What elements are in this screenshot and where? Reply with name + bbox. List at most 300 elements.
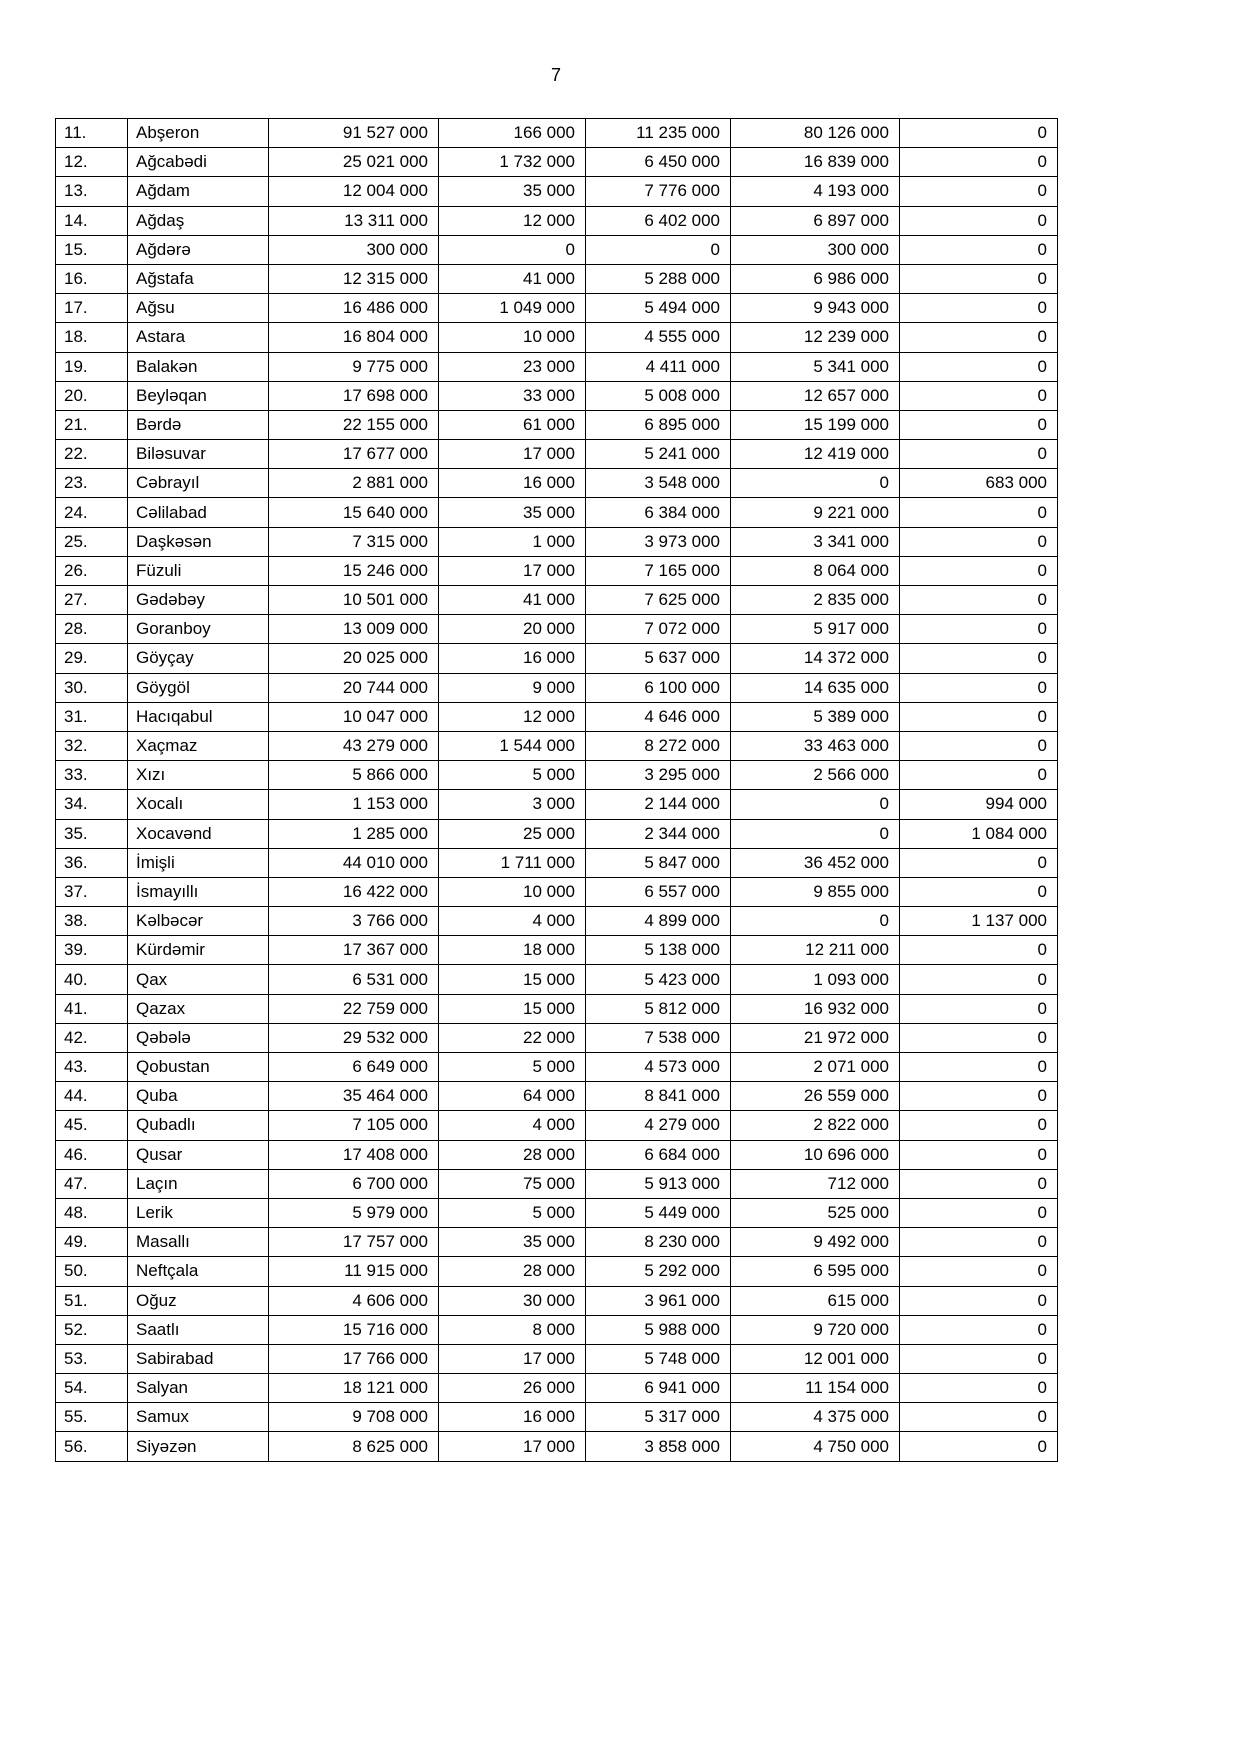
amount-col4-cell: 0	[731, 907, 900, 936]
table-row	[56, 877, 1058, 906]
amount-total-cell: 15 716 000	[269, 1315, 439, 1344]
table-row	[56, 410, 1058, 439]
amount-col5-cell: 0	[900, 1432, 1058, 1461]
row-number-cell: 55.	[56, 1403, 128, 1432]
district-name-cell: Xocalı	[128, 790, 269, 819]
row-number-cell: 19.	[56, 352, 128, 381]
amount-col2-cell: 5 000	[439, 1053, 586, 1082]
amount-col2-cell: 28 000	[439, 1257, 586, 1286]
amount-total-cell: 35 464 000	[269, 1082, 439, 1111]
amount-col3-cell: 3 961 000	[586, 1286, 731, 1315]
amount-col2-cell: 61 000	[439, 410, 586, 439]
district-name-cell: Kürdəmir	[128, 936, 269, 965]
amount-total-cell: 5 866 000	[269, 761, 439, 790]
table-row	[56, 1432, 1058, 1461]
amount-col3-cell: 2 344 000	[586, 819, 731, 848]
district-budget-table	[55, 118, 1058, 1462]
district-name-cell: Qubadlı	[128, 1111, 269, 1140]
page-number: 7	[550, 65, 561, 85]
amount-col5-cell: 0	[900, 148, 1058, 177]
amount-total-cell: 9 708 000	[269, 1403, 439, 1432]
district-name-cell: Daşkəsən	[128, 527, 269, 556]
amount-col5-cell: 0	[900, 1374, 1058, 1403]
amount-col5-cell: 0	[900, 352, 1058, 381]
amount-col5-cell: 0	[900, 615, 1058, 644]
amount-col4-cell: 5 917 000	[731, 615, 900, 644]
table-row	[56, 1053, 1058, 1082]
district-name-cell: Göygöl	[128, 673, 269, 702]
amount-total-cell: 3 766 000	[269, 907, 439, 936]
amount-col2-cell: 9 000	[439, 673, 586, 702]
amount-col3-cell: 6 100 000	[586, 673, 731, 702]
district-name-cell: Qusar	[128, 1140, 269, 1169]
table-row	[56, 1257, 1058, 1286]
amount-col2-cell: 28 000	[439, 1140, 586, 1169]
amount-col5-cell: 0	[900, 1023, 1058, 1052]
district-name-cell: Hacıqabul	[128, 702, 269, 731]
row-number-cell: 43.	[56, 1053, 128, 1082]
table-row	[56, 556, 1058, 585]
amount-total-cell: 20 744 000	[269, 673, 439, 702]
amount-col2-cell: 4 000	[439, 1111, 586, 1140]
amount-col3-cell: 5 008 000	[586, 381, 731, 410]
amount-total-cell: 16 804 000	[269, 323, 439, 352]
amount-col4-cell: 5 389 000	[731, 702, 900, 731]
row-number-cell: 51.	[56, 1286, 128, 1315]
district-name-cell: Abşeron	[128, 119, 269, 148]
row-number-cell: 33.	[56, 761, 128, 790]
amount-total-cell: 4 606 000	[269, 1286, 439, 1315]
amount-total-cell: 6 531 000	[269, 965, 439, 994]
table-row	[56, 1374, 1058, 1403]
amount-col3-cell: 5 988 000	[586, 1315, 731, 1344]
row-number-cell: 31.	[56, 702, 128, 731]
amount-total-cell: 7 105 000	[269, 1111, 439, 1140]
amount-col3-cell: 8 841 000	[586, 1082, 731, 1111]
amount-col3-cell: 6 684 000	[586, 1140, 731, 1169]
amount-col4-cell: 12 657 000	[731, 381, 900, 410]
amount-col5-cell: 0	[900, 1403, 1058, 1432]
row-number-cell: 56.	[56, 1432, 128, 1461]
district-name-cell: Salyan	[128, 1374, 269, 1403]
amount-col3-cell: 3 973 000	[586, 527, 731, 556]
amount-col5-cell: 0	[900, 994, 1058, 1023]
amount-col3-cell: 4 646 000	[586, 702, 731, 731]
amount-col2-cell: 16 000	[439, 1403, 586, 1432]
row-number-cell: 49.	[56, 1228, 128, 1257]
district-name-cell: Qax	[128, 965, 269, 994]
amount-col2-cell: 15 000	[439, 965, 586, 994]
amount-col5-cell: 0	[900, 410, 1058, 439]
amount-col3-cell: 7 538 000	[586, 1023, 731, 1052]
amount-col2-cell: 17 000	[439, 556, 586, 585]
amount-col3-cell: 4 899 000	[586, 907, 731, 936]
district-name-cell: Biləsuvar	[128, 440, 269, 469]
amount-total-cell: 16 422 000	[269, 877, 439, 906]
amount-col3-cell: 5 317 000	[586, 1403, 731, 1432]
table-row	[56, 790, 1058, 819]
amount-col2-cell: 16 000	[439, 644, 586, 673]
table-row	[56, 498, 1058, 527]
district-name-cell: Ağcabədi	[128, 148, 269, 177]
table-row	[56, 848, 1058, 877]
amount-col3-cell: 3 858 000	[586, 1432, 731, 1461]
amount-col3-cell: 5 913 000	[586, 1169, 731, 1198]
amount-total-cell: 9 775 000	[269, 352, 439, 381]
amount-col4-cell: 12 001 000	[731, 1344, 900, 1373]
row-number-cell: 50.	[56, 1257, 128, 1286]
district-name-cell: Gədəbəy	[128, 586, 269, 615]
amount-col4-cell: 12 239 000	[731, 323, 900, 352]
row-number-cell: 12.	[56, 148, 128, 177]
amount-total-cell: 43 279 000	[269, 731, 439, 760]
amount-col5-cell: 0	[900, 1286, 1058, 1315]
row-number-cell: 53.	[56, 1344, 128, 1373]
row-number-cell: 52.	[56, 1315, 128, 1344]
table-row	[56, 1403, 1058, 1432]
amount-col3-cell: 5 241 000	[586, 440, 731, 469]
district-name-cell: Qəbələ	[128, 1023, 269, 1052]
amount-total-cell: 13 311 000	[269, 206, 439, 235]
amount-col2-cell: 15 000	[439, 994, 586, 1023]
amount-col4-cell: 3 341 000	[731, 527, 900, 556]
amount-col5-cell: 0	[900, 848, 1058, 877]
row-number-cell: 34.	[56, 790, 128, 819]
row-number-cell: 18.	[56, 323, 128, 352]
amount-col4-cell: 16 839 000	[731, 148, 900, 177]
row-number-cell: 28.	[56, 615, 128, 644]
amount-total-cell: 12 004 000	[269, 177, 439, 206]
table-row	[56, 673, 1058, 702]
amount-total-cell: 7 315 000	[269, 527, 439, 556]
amount-col3-cell: 7 776 000	[586, 177, 731, 206]
amount-total-cell: 8 625 000	[269, 1432, 439, 1461]
amount-col3-cell: 5 494 000	[586, 294, 731, 323]
amount-col2-cell: 26 000	[439, 1374, 586, 1403]
amount-col3-cell: 4 555 000	[586, 323, 731, 352]
table-row	[56, 1286, 1058, 1315]
amount-col4-cell: 525 000	[731, 1198, 900, 1227]
amount-col4-cell: 9 855 000	[731, 877, 900, 906]
table-row	[56, 586, 1058, 615]
amount-total-cell: 91 527 000	[269, 119, 439, 148]
amount-total-cell: 12 315 000	[269, 264, 439, 293]
row-number-cell: 24.	[56, 498, 128, 527]
table-row	[56, 936, 1058, 965]
amount-col2-cell: 22 000	[439, 1023, 586, 1052]
amount-col2-cell: 12 000	[439, 702, 586, 731]
amount-col5-cell: 0	[900, 644, 1058, 673]
amount-col2-cell: 0	[439, 235, 586, 264]
district-name-cell: Cəbrayıl	[128, 469, 269, 498]
amount-total-cell: 300 000	[269, 235, 439, 264]
amount-col2-cell: 17 000	[439, 1344, 586, 1373]
district-name-cell: Göyçay	[128, 644, 269, 673]
row-number-cell: 37.	[56, 877, 128, 906]
amount-col4-cell: 2 835 000	[731, 586, 900, 615]
row-number-cell: 35.	[56, 819, 128, 848]
amount-col3-cell: 3 548 000	[586, 469, 731, 498]
district-name-cell: Oğuz	[128, 1286, 269, 1315]
table-row	[56, 1111, 1058, 1140]
table-row	[56, 761, 1058, 790]
district-name-cell: Samux	[128, 1403, 269, 1432]
row-number-cell: 26.	[56, 556, 128, 585]
table-row	[56, 965, 1058, 994]
district-name-cell: Ağstafa	[128, 264, 269, 293]
amount-total-cell: 17 367 000	[269, 936, 439, 965]
amount-col4-cell: 12 419 000	[731, 440, 900, 469]
amount-col5-cell: 683 000	[900, 469, 1058, 498]
district-name-cell: Xaçmaz	[128, 731, 269, 760]
amount-col2-cell: 33 000	[439, 381, 586, 410]
amount-total-cell: 44 010 000	[269, 848, 439, 877]
amount-col3-cell: 5 812 000	[586, 994, 731, 1023]
table-row	[56, 264, 1058, 293]
district-name-cell: Lerik	[128, 1198, 269, 1227]
amount-total-cell: 5 979 000	[269, 1198, 439, 1227]
amount-col4-cell: 6 595 000	[731, 1257, 900, 1286]
district-name-cell: Bərdə	[128, 410, 269, 439]
amount-col3-cell: 7 165 000	[586, 556, 731, 585]
amount-col4-cell: 14 635 000	[731, 673, 900, 702]
amount-col2-cell: 23 000	[439, 352, 586, 381]
district-name-cell: Neftçala	[128, 1257, 269, 1286]
amount-col2-cell: 1 732 000	[439, 148, 586, 177]
amount-total-cell: 20 025 000	[269, 644, 439, 673]
amount-col2-cell: 5 000	[439, 761, 586, 790]
amount-total-cell: 22 759 000	[269, 994, 439, 1023]
table-row	[56, 119, 1058, 148]
amount-col4-cell: 0	[731, 469, 900, 498]
amount-col4-cell: 6 986 000	[731, 264, 900, 293]
amount-col2-cell: 17 000	[439, 1432, 586, 1461]
district-name-cell: Xocavənd	[128, 819, 269, 848]
row-number-cell: 38.	[56, 907, 128, 936]
table-row	[56, 1344, 1058, 1373]
amount-col2-cell: 10 000	[439, 323, 586, 352]
table-row	[56, 440, 1058, 469]
amount-col5-cell: 0	[900, 1344, 1058, 1373]
amount-col2-cell: 5 000	[439, 1198, 586, 1227]
amount-total-cell: 22 155 000	[269, 410, 439, 439]
district-name-cell: Beyləqan	[128, 381, 269, 410]
amount-total-cell: 2 881 000	[269, 469, 439, 498]
amount-col5-cell: 0	[900, 1198, 1058, 1227]
amount-col2-cell: 12 000	[439, 206, 586, 235]
amount-col2-cell: 35 000	[439, 177, 586, 206]
amount-col5-cell: 0	[900, 177, 1058, 206]
amount-col5-cell: 0	[900, 877, 1058, 906]
amount-col3-cell: 5 292 000	[586, 1257, 731, 1286]
amount-col4-cell: 16 932 000	[731, 994, 900, 1023]
amount-total-cell: 6 700 000	[269, 1169, 439, 1198]
district-name-cell: Astara	[128, 323, 269, 352]
amount-col4-cell: 9 221 000	[731, 498, 900, 527]
amount-total-cell: 11 915 000	[269, 1257, 439, 1286]
amount-col2-cell: 35 000	[439, 498, 586, 527]
amount-col4-cell: 21 972 000	[731, 1023, 900, 1052]
row-number-cell: 41.	[56, 994, 128, 1023]
amount-col5-cell: 0	[900, 527, 1058, 556]
amount-col5-cell: 0	[900, 1315, 1058, 1344]
table-row	[56, 235, 1058, 264]
district-name-cell: İmişli	[128, 848, 269, 877]
amount-col2-cell: 10 000	[439, 877, 586, 906]
table-row	[56, 381, 1058, 410]
amount-total-cell: 17 757 000	[269, 1228, 439, 1257]
district-name-cell: İsmayıllı	[128, 877, 269, 906]
amount-col2-cell: 17 000	[439, 440, 586, 469]
amount-col4-cell: 11 154 000	[731, 1374, 900, 1403]
table-row	[56, 994, 1058, 1023]
amount-col5-cell: 0	[900, 1082, 1058, 1111]
row-number-cell: 39.	[56, 936, 128, 965]
amount-col4-cell: 15 199 000	[731, 410, 900, 439]
row-number-cell: 30.	[56, 673, 128, 702]
amount-col5-cell: 0	[900, 1053, 1058, 1082]
amount-col3-cell: 5 748 000	[586, 1344, 731, 1373]
amount-col4-cell: 615 000	[731, 1286, 900, 1315]
amount-col4-cell: 8 064 000	[731, 556, 900, 585]
amount-col4-cell: 1 093 000	[731, 965, 900, 994]
table-row	[56, 177, 1058, 206]
table-row	[56, 352, 1058, 381]
district-name-cell: Masallı	[128, 1228, 269, 1257]
row-number-cell: 13.	[56, 177, 128, 206]
amount-col4-cell: 6 897 000	[731, 206, 900, 235]
table-row	[56, 323, 1058, 352]
table-row	[56, 1023, 1058, 1052]
amount-col4-cell: 12 211 000	[731, 936, 900, 965]
amount-col2-cell: 1 711 000	[439, 848, 586, 877]
amount-total-cell: 6 649 000	[269, 1053, 439, 1082]
amount-col4-cell: 712 000	[731, 1169, 900, 1198]
amount-col5-cell: 0	[900, 264, 1058, 293]
amount-col4-cell: 0	[731, 790, 900, 819]
amount-col5-cell: 0	[900, 381, 1058, 410]
table-row	[56, 1082, 1058, 1111]
row-number-cell: 27.	[56, 586, 128, 615]
amount-col3-cell: 4 573 000	[586, 1053, 731, 1082]
amount-col3-cell: 6 450 000	[586, 148, 731, 177]
amount-col2-cell: 1 049 000	[439, 294, 586, 323]
amount-col5-cell: 0	[900, 119, 1058, 148]
table-row	[56, 148, 1058, 177]
amount-total-cell: 17 766 000	[269, 1344, 439, 1373]
amount-col3-cell: 6 895 000	[586, 410, 731, 439]
amount-col4-cell: 4 375 000	[731, 1403, 900, 1432]
amount-col5-cell: 0	[900, 673, 1058, 702]
district-name-cell: Ağsu	[128, 294, 269, 323]
table-row	[56, 907, 1058, 936]
amount-col2-cell: 8 000	[439, 1315, 586, 1344]
amount-col4-cell: 9 720 000	[731, 1315, 900, 1344]
district-name-cell: Siyəzən	[128, 1432, 269, 1461]
amount-total-cell: 16 486 000	[269, 294, 439, 323]
amount-total-cell: 29 532 000	[269, 1023, 439, 1052]
table-row	[56, 644, 1058, 673]
row-number-cell: 20.	[56, 381, 128, 410]
amount-col3-cell: 8 230 000	[586, 1228, 731, 1257]
district-name-cell: Sabirabad	[128, 1344, 269, 1373]
district-name-cell: Cəlilabad	[128, 498, 269, 527]
amount-total-cell: 25 021 000	[269, 148, 439, 177]
row-number-cell: 48.	[56, 1198, 128, 1227]
amount-col5-cell: 1 084 000	[900, 819, 1058, 848]
amount-col3-cell: 4 279 000	[586, 1111, 731, 1140]
amount-col2-cell: 4 000	[439, 907, 586, 936]
row-number-cell: 17.	[56, 294, 128, 323]
amount-col2-cell: 166 000	[439, 119, 586, 148]
row-number-cell: 45.	[56, 1111, 128, 1140]
amount-col5-cell: 0	[900, 235, 1058, 264]
amount-col5-cell: 0	[900, 1140, 1058, 1169]
amount-col5-cell: 0	[900, 1228, 1058, 1257]
table-row	[56, 206, 1058, 235]
amount-col2-cell: 30 000	[439, 1286, 586, 1315]
amount-col3-cell: 5 288 000	[586, 264, 731, 293]
amount-col3-cell: 8 272 000	[586, 731, 731, 760]
amount-col3-cell: 6 402 000	[586, 206, 731, 235]
row-number-cell: 40.	[56, 965, 128, 994]
amount-col4-cell: 9 943 000	[731, 294, 900, 323]
district-name-cell: Saatlı	[128, 1315, 269, 1344]
district-name-cell: Ağdam	[128, 177, 269, 206]
amount-col4-cell: 300 000	[731, 235, 900, 264]
amount-col3-cell: 6 557 000	[586, 877, 731, 906]
district-table-body	[56, 119, 1058, 1462]
amount-total-cell: 17 408 000	[269, 1140, 439, 1169]
amount-col3-cell: 6 941 000	[586, 1374, 731, 1403]
row-number-cell: 11.	[56, 119, 128, 148]
amount-col5-cell: 0	[900, 936, 1058, 965]
amount-col2-cell: 41 000	[439, 264, 586, 293]
amount-col3-cell: 5 138 000	[586, 936, 731, 965]
amount-col5-cell: 0	[900, 586, 1058, 615]
row-number-cell: 44.	[56, 1082, 128, 1111]
amount-col5-cell: 0	[900, 498, 1058, 527]
amount-col5-cell: 0	[900, 1111, 1058, 1140]
amount-col5-cell: 0	[900, 294, 1058, 323]
amount-col4-cell: 80 126 000	[731, 119, 900, 148]
district-name-cell: Goranboy	[128, 615, 269, 644]
row-number-cell: 54.	[56, 1374, 128, 1403]
table-row	[56, 1228, 1058, 1257]
amount-total-cell: 15 246 000	[269, 556, 439, 585]
district-name-cell: Qazax	[128, 994, 269, 1023]
amount-col5-cell: 0	[900, 702, 1058, 731]
table-row	[56, 1315, 1058, 1344]
amount-col2-cell: 3 000	[439, 790, 586, 819]
amount-col3-cell: 11 235 000	[586, 119, 731, 148]
row-number-cell: 32.	[56, 731, 128, 760]
amount-col4-cell: 9 492 000	[731, 1228, 900, 1257]
amount-col4-cell: 26 559 000	[731, 1082, 900, 1111]
table-row	[56, 527, 1058, 556]
amount-col2-cell: 35 000	[439, 1228, 586, 1257]
table-row	[56, 615, 1058, 644]
amount-col2-cell: 20 000	[439, 615, 586, 644]
amount-total-cell: 18 121 000	[269, 1374, 439, 1403]
district-name-cell: Quba	[128, 1082, 269, 1111]
amount-col2-cell: 25 000	[439, 819, 586, 848]
amount-col5-cell: 0	[900, 440, 1058, 469]
row-number-cell: 14.	[56, 206, 128, 235]
amount-total-cell: 17 677 000	[269, 440, 439, 469]
amount-col4-cell: 2 822 000	[731, 1111, 900, 1140]
amount-total-cell: 15 640 000	[269, 498, 439, 527]
